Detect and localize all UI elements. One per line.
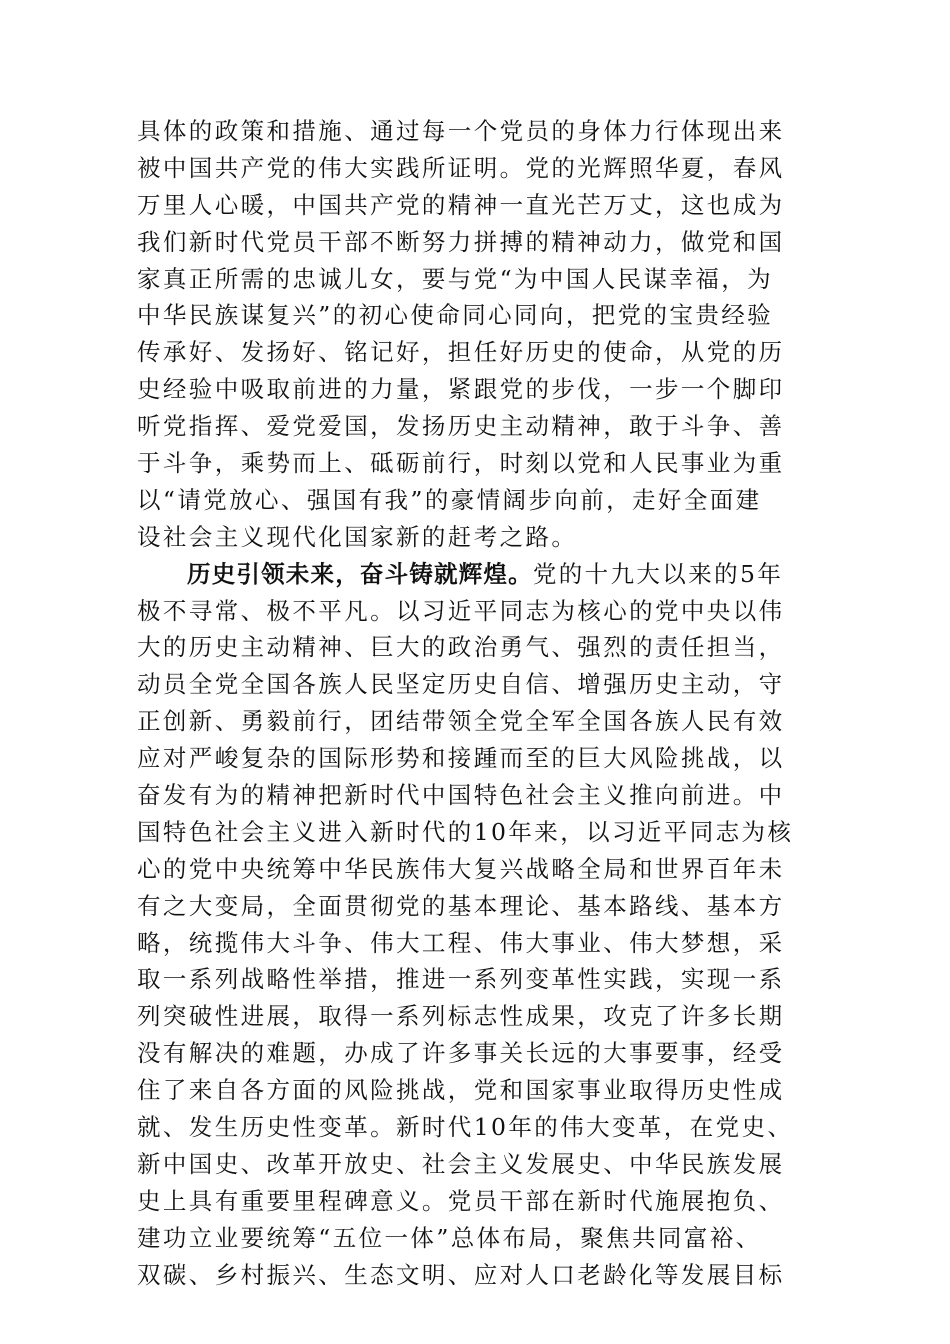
paragraph-1 [137, 113, 807, 556]
paragraph-2-line: 国特色社会主义进入新时代的10年来，以习近平同志为核 [137, 817, 794, 846]
paragraph-2-line: 住了来自各方面的风险挑战，党和国家事业取得历史性成 [137, 1076, 785, 1105]
paragraph-1-line: 具体的政策和措施、通过每一个党员的身体力行体现出来 [137, 117, 785, 145]
paragraph-1-line: 史经验中吸取前进的力量，紧跟党的步伐，一步一个脚印 [137, 375, 785, 404]
paragraph-2-line: 极不寻常、极不平凡。以习近平同志为核心的党中央以伟 [137, 596, 785, 625]
paragraph-1-line: 家真正所需的忠诚儿女，要与党“为中国人民谋幸福，为 [137, 264, 774, 293]
paragraph-1-line: 中华民族谋复兴”的初心使命同心同向，把党的宝贵经验 [137, 301, 774, 330]
paragraph-1-line: 传承好、发扬好、铭记好，担任好历史的使命，从党的历 [137, 338, 785, 367]
paragraph-2-first-line-text: 党的十九大以来的5年 [532, 559, 784, 588]
paragraph-1-line: 设社会主义现代化国家新的赶考之路。 [137, 522, 578, 551]
paragraph-2-line: 取一系列战略性举措，推进一系列变革性实践，实现一系 [137, 965, 785, 994]
paragraph-2-first-line [137, 556, 807, 593]
paragraph-1-line: 被中国共产党的伟大实践所证明。党的光辉照华夏，春风 [137, 153, 785, 182]
paragraph-2-line: 心的党中央统筹中华民族伟大复兴战略全局和世界百年未 [137, 854, 785, 883]
paragraph-2-line: 正创新、勇毅前行，团结带领全党全军全国各族人民有效 [137, 707, 785, 736]
paragraph-2-line: 动员全党全国各族人民坚定历史自信、增强历史主动，守 [137, 670, 785, 699]
paragraph-2-line: 有之大变局，全面贯彻党的基本理论、基本路线、基本方 [137, 891, 785, 920]
paragraph-2-line: 史上具有重要里程碑意义。党员干部在新时代施展抱负、 [137, 1186, 785, 1215]
paragraph-2-line: 没有解决的难题，办成了许多事关长远的大事要事，经受 [137, 1039, 785, 1068]
paragraph-2-lead-heading: 历史引领未来，奋斗铸就辉煌。 [187, 559, 533, 588]
paragraph-2-line: 奋发有为的精神把新时代中国特色社会主义推向前进。中 [137, 781, 785, 810]
paragraph-2-line: 双碳、乡村振兴、生态文明、应对人口老龄化等发展目标 [137, 1260, 785, 1289]
paragraph-1-line: 听党指挥、爱党爱国，发扬历史主动精神，敢于斗争、善 [137, 412, 785, 441]
paragraph-2 [137, 556, 807, 1294]
paragraph-2-line: 就、发生历史性变革。新时代10年的伟大变革，在党史、 [137, 1113, 794, 1142]
paragraph-2-line: 列突破性进展，取得一系列标志性成果，攻克了许多长期 [137, 1002, 785, 1031]
paragraph-2-line: 应对严峻复杂的国际形势和接踵而至的巨大风险挑战，以 [137, 744, 785, 773]
paragraph-2-line: 新中国史、改革开放史、社会主义发展史、中华民族发展 [137, 1149, 785, 1178]
paragraph-1-line: 我们新时代党员干部不断努力拼搏的精神动力，做党和国 [137, 227, 785, 256]
paragraph-2-line: 略，统揽伟大斗争、伟大工程、伟大事业、伟大梦想，采 [137, 928, 785, 957]
paragraph-1-line: 于斗争，乘势而上、砥砺前行，时刻以党和人民事业为重 [137, 449, 785, 478]
paragraph-2-line: 建功立业要统筹“五位一体”总体布局，聚焦共同富裕、 [137, 1223, 762, 1252]
paragraph-1-line: 万里人心暖，中国共产党的精神一直光芒万丈，这也成为 [137, 190, 785, 219]
document-body [137, 113, 807, 1294]
paragraph-2-line: 大的历史主动精神、巨大的政治勇气、强烈的责任担当， [137, 633, 785, 662]
paragraph-1-line: 以“请党放心、强国有我”的豪情阔步向前，走好全面建 [137, 485, 762, 514]
